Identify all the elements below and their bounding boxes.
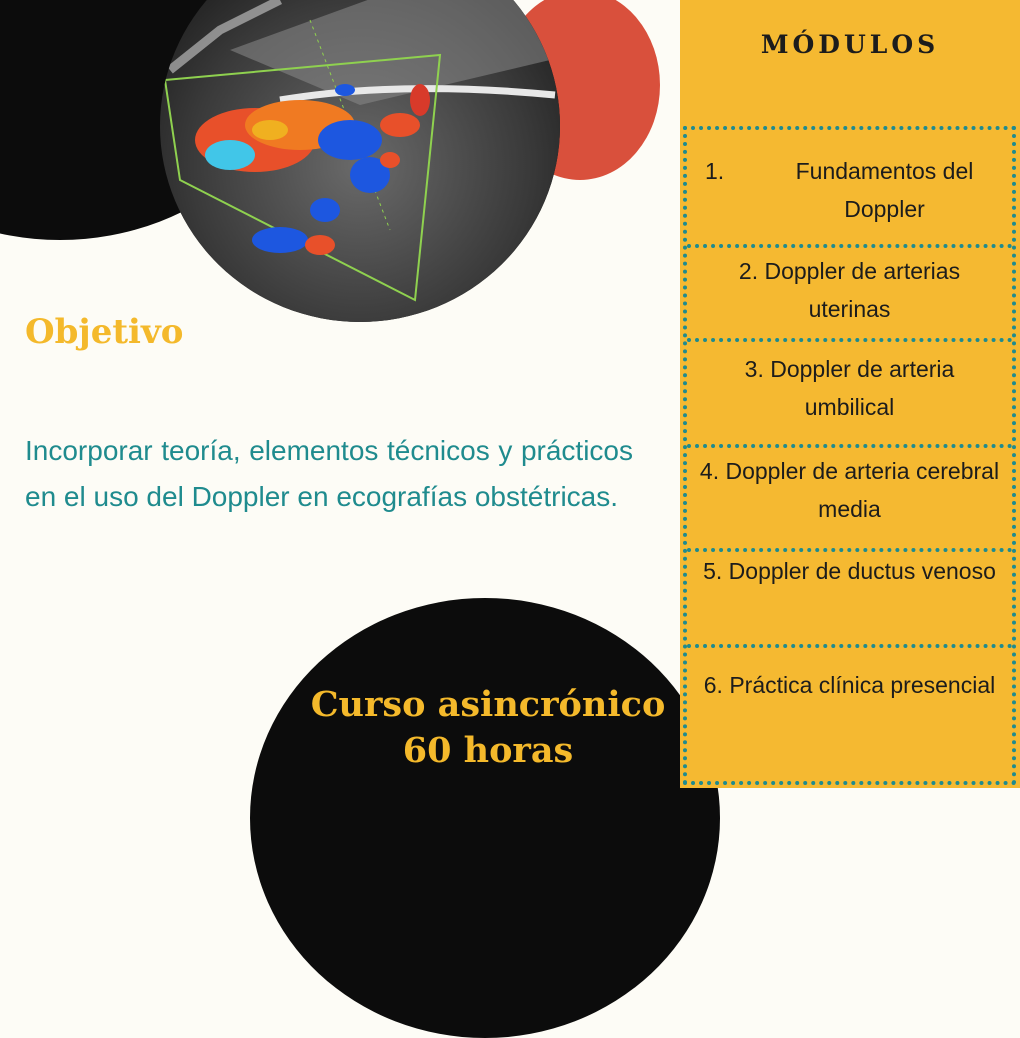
modules-list [683,126,1016,785]
doppler-ultrasound-image [160,0,560,322]
module-label: 3. Doppler de arteria umbilical [744,356,955,420]
objective-text: Incorporar teoría, elementos técnicos y prácticos en el uso del Doppler en ecografías obstétricas. [25,435,633,512]
module-label: 5. Doppler de ductus venoso [703,558,996,584]
course-hours: 60 horas [402,730,574,771]
objective-title: Objetivo [25,312,184,352]
course-title [292,682,684,774]
module-label: 2. Doppler de arterias uterinas [738,258,961,322]
module-label: 6. Práctica clínica presencial [703,672,996,698]
module-number: 1. [705,158,725,184]
modules-title: MÓDULOS [760,30,940,59]
module-item [687,548,1012,648]
module-item [687,644,1012,785]
module-item [687,444,1012,552]
module-label: Fundamentos del Doppler [795,158,974,222]
module-item [687,338,1012,448]
module-item [687,244,1012,342]
module-item [687,130,1012,248]
module-label: 4. Doppler de arteria cerebral media [699,458,1000,522]
decorative-black-circle-bottom [250,598,720,1038]
course-type: Curso asincrónico [310,684,666,725]
